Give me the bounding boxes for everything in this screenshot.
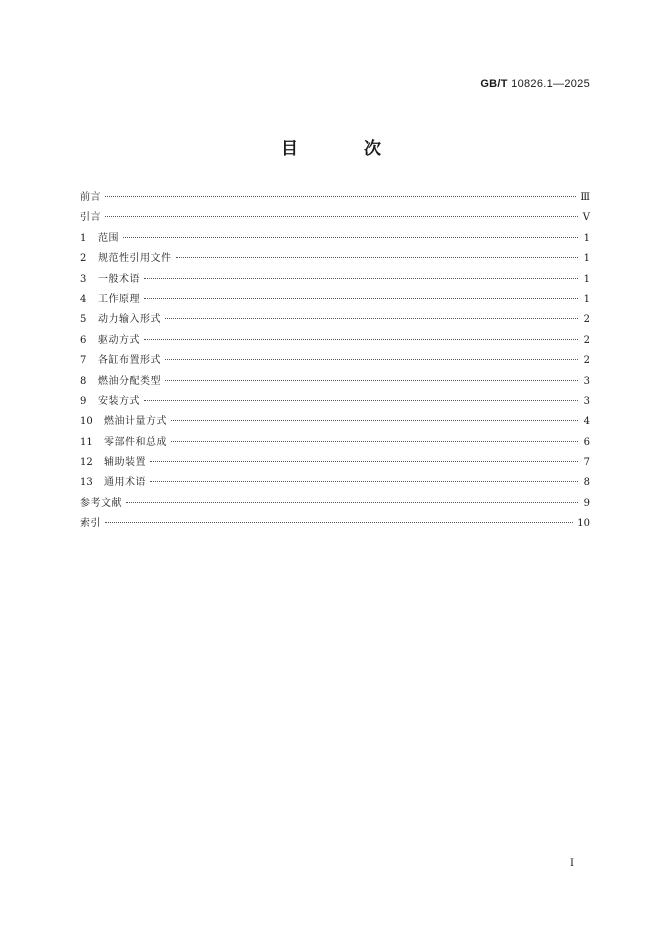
toc-entry-page: 6 (583, 436, 590, 448)
page-title: 目 次 (281, 139, 411, 159)
toc-entry-number: 10 (80, 416, 93, 428)
toc-dot-leader (126, 502, 578, 503)
toc-entry-page: 2 (583, 334, 590, 346)
toc-entry-11[interactable] (80, 433, 590, 453)
toc-entry-label: 燃油计量方式 (104, 416, 167, 428)
toc-entry-page: Ⅴ (582, 212, 590, 224)
page-number: Ⅰ (570, 858, 574, 869)
toc-dot-leader (150, 481, 578, 482)
toc-dot-leader (105, 216, 578, 217)
toc-entry-label: 引言 (80, 212, 101, 224)
toc-dot-leader (123, 237, 578, 238)
toc-dot-leader (165, 359, 578, 360)
toc-entry-label: 范围 (98, 232, 119, 244)
toc-dot-leader (144, 400, 578, 401)
toc-entry-number: 11 (80, 436, 93, 448)
toc-entry-introduction[interactable] (80, 208, 590, 228)
toc-dot-leader (171, 420, 578, 421)
toc-entry-label: 燃油分配类型 (98, 375, 161, 387)
toc-entry-label: 辅助装置 (104, 457, 146, 469)
toc-entry-number: 2 (80, 253, 87, 265)
toc-entry-page: 2 (583, 314, 590, 326)
standard-prefix: GB/T (480, 78, 508, 90)
toc-dot-leader (176, 257, 579, 258)
toc-dot-leader (144, 298, 578, 299)
toc-entry-index[interactable] (80, 514, 590, 534)
toc-entry-label: 工作原理 (98, 293, 140, 305)
toc-entry-page: Ⅲ (580, 192, 590, 203)
toc-entry-number: 3 (80, 273, 87, 285)
toc-dot-leader (165, 380, 578, 381)
toc-dot-leader (105, 196, 576, 197)
toc-entry-number: 5 (80, 314, 87, 326)
toc-dot-leader (150, 461, 578, 462)
toc-entry-6[interactable] (80, 331, 590, 351)
toc-entry-label: 动力输入形式 (98, 314, 161, 326)
toc-entry-4[interactable] (80, 290, 590, 310)
toc-entry-label: 各缸布置形式 (98, 355, 161, 367)
toc-entry-label: 驱动方式 (98, 334, 140, 346)
toc-entry-12[interactable] (80, 453, 590, 473)
toc-entry-label: 零部件和总成 (104, 436, 167, 448)
toc-entry-page: 1 (583, 253, 590, 265)
toc-dot-leader (165, 318, 578, 319)
toc-entry-label: 通用术语 (104, 477, 146, 489)
toc-entry-number: 1 (80, 232, 87, 244)
toc-entry-page: 9 (583, 497, 590, 509)
toc-entry-5[interactable] (80, 310, 590, 330)
toc-entry-9[interactable] (80, 392, 590, 412)
toc-entry-page: 1 (583, 232, 590, 244)
toc-entry-page: 8 (583, 477, 590, 489)
toc-entry-page: 1 (583, 293, 590, 305)
toc-entry-number: 9 (80, 395, 87, 407)
toc-entry-number: 6 (80, 334, 87, 346)
toc-entry-page: 4 (583, 416, 590, 428)
standard-number (480, 78, 590, 90)
toc-entry-label: 一般术语 (98, 273, 140, 285)
toc-dot-leader (144, 278, 578, 279)
toc-entry-page: 1 (583, 273, 590, 285)
toc-entry-page: 3 (583, 395, 590, 407)
toc-entry-number: 4 (80, 293, 87, 305)
toc-entry-13[interactable] (80, 473, 590, 493)
toc-entry-number: 12 (80, 457, 93, 469)
toc-entry-10[interactable] (80, 412, 590, 432)
toc-entry-bibliography[interactable] (80, 494, 590, 514)
toc-entry-page: 3 (583, 375, 590, 387)
toc-entry-foreword[interactable] (80, 188, 590, 208)
toc-entry-label: 索引 (80, 518, 101, 530)
toc-entry-1[interactable] (80, 229, 590, 249)
toc-entry-page: 2 (583, 355, 590, 367)
toc-dot-leader (144, 339, 578, 340)
toc-entry-2[interactable] (80, 249, 590, 269)
toc-entry-page: 7 (583, 457, 590, 469)
toc-entry-label: 安装方式 (98, 395, 140, 407)
toc-entry-label: 规范性引用文件 (98, 253, 172, 265)
standard-code: 10826.1—2025 (511, 78, 590, 90)
toc-entry-label: 参考文献 (80, 497, 122, 509)
toc-entry-number: 7 (80, 355, 87, 367)
toc-entry-number: 13 (80, 477, 93, 489)
toc-entry-3[interactable] (80, 270, 590, 290)
toc-entry-page: 10 (577, 518, 590, 530)
toc-dot-leader (171, 441, 578, 442)
toc-entry-number: 8 (80, 375, 87, 387)
table-of-contents (80, 188, 590, 535)
toc-dot-leader (105, 522, 573, 523)
toc-entry-8[interactable] (80, 372, 590, 392)
toc-entry-7[interactable] (80, 351, 590, 371)
toc-entry-label: 前言 (80, 192, 101, 203)
